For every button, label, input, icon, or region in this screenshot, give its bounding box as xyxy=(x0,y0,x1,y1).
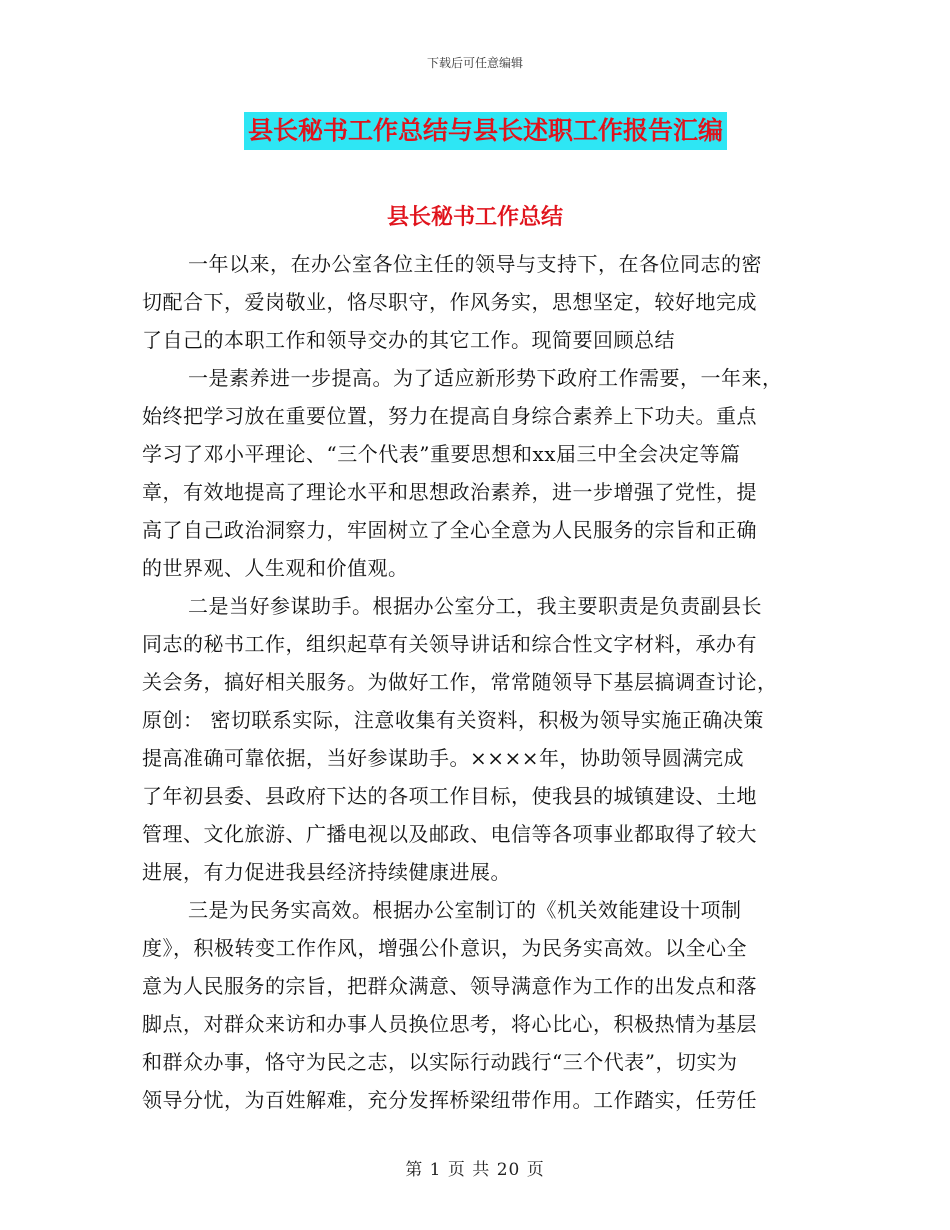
text-line: 二是当好参谋助手。根据办公室分工，我主要职责是负责副县长 xyxy=(188,594,762,618)
text-line: 了年初县委、县政府下达的各项工作目标，使我县的城镇建设、土地 xyxy=(142,784,757,808)
text-line: 切配合下，爱岗敬业，恪尽职守，作风务实，思想坚定，较好地完成 xyxy=(142,290,757,314)
body-text xyxy=(142,245,804,1119)
text-line: 原创： 密切联系实际，注意收集有关资料，积极为领导实施正确决策 xyxy=(142,708,764,732)
section-title: 县长秘书工作总结 xyxy=(386,204,563,230)
text-line: 度》，积极转变工作作风，增强公仆意识，为民务实高效。以全心全 xyxy=(142,936,747,960)
text-line: 学习了邓小平理论、“三个代表”重要思想和xx届三中全会决定等篇 xyxy=(142,442,741,466)
text-line: 领导分忧，为百姓解难，充分发挥桥梁纽带作用。工作踏实，任劳任 xyxy=(142,1088,757,1112)
document-title: 县长秘书工作总结与县长述职工作报告汇编 xyxy=(244,112,727,150)
text-line: 和群众办事，恪守为民之志，以实际行动践行“三个代表”，切实为 xyxy=(142,1050,738,1074)
text-line: 同志的秘书工作，组织起草有关领导讲话和综合性文字材料，承办有 xyxy=(142,632,757,656)
text-line: 的世界观、人生观和价值观。 xyxy=(142,556,409,580)
text-line: 章，有效地提高了理论水平和思想政治素养，进一步增强了党性，提 xyxy=(142,480,757,504)
text-line: 关会务，搞好相关服务。为做好工作，常常随领导下基层搞调查讨论， xyxy=(142,670,778,694)
text-line: 了自己的本职工作和领导交办的其它工作。现简要回顾总结 xyxy=(142,328,675,352)
text-line: 脚点，对群众来访和办事人员换位思考，将心比心，积极热情为基层 xyxy=(142,1012,757,1036)
text-line: 管理、文化旅游、广播电视以及邮政、电信等各项事业都取得了较大 xyxy=(142,822,757,846)
text-line: 三是为民务实高效。根据办公室制订的《机关效能建设十项制 xyxy=(188,898,742,922)
text-line: 进展，有力促进我县经济持续健康进展。 xyxy=(142,860,511,884)
text-line: 一年以来，在办公室各位主任的领导与支持下，在各位同志的密 xyxy=(188,252,762,276)
paragraph xyxy=(142,359,804,587)
text-line: 高了自己政治洞察力，牢固树立了全心全意为人民服务的宗旨和正确 xyxy=(142,518,757,542)
text-line: 一是素养进一步提高。为了适应新形势下政府工作需要，一年来， xyxy=(188,366,783,390)
paragraph xyxy=(142,245,804,359)
text-line: 意为人民服务的宗旨，把群众满意、领导满意作为工作的出发点和落 xyxy=(142,974,757,998)
page-number-footer: 第 1 页 共 20 页 xyxy=(405,1160,545,1180)
paragraph xyxy=(142,891,804,1119)
header-note: 下载后可任意编辑 xyxy=(426,56,523,70)
text-line: 始终把学习放在重要位置，努力在提高自身综合素养上下功夫。重点 xyxy=(142,404,757,428)
text-line: 提高准确可靠依据，当好参谋助手。××××年，协助领导圆满完成 xyxy=(142,746,745,770)
paragraph xyxy=(142,587,804,891)
